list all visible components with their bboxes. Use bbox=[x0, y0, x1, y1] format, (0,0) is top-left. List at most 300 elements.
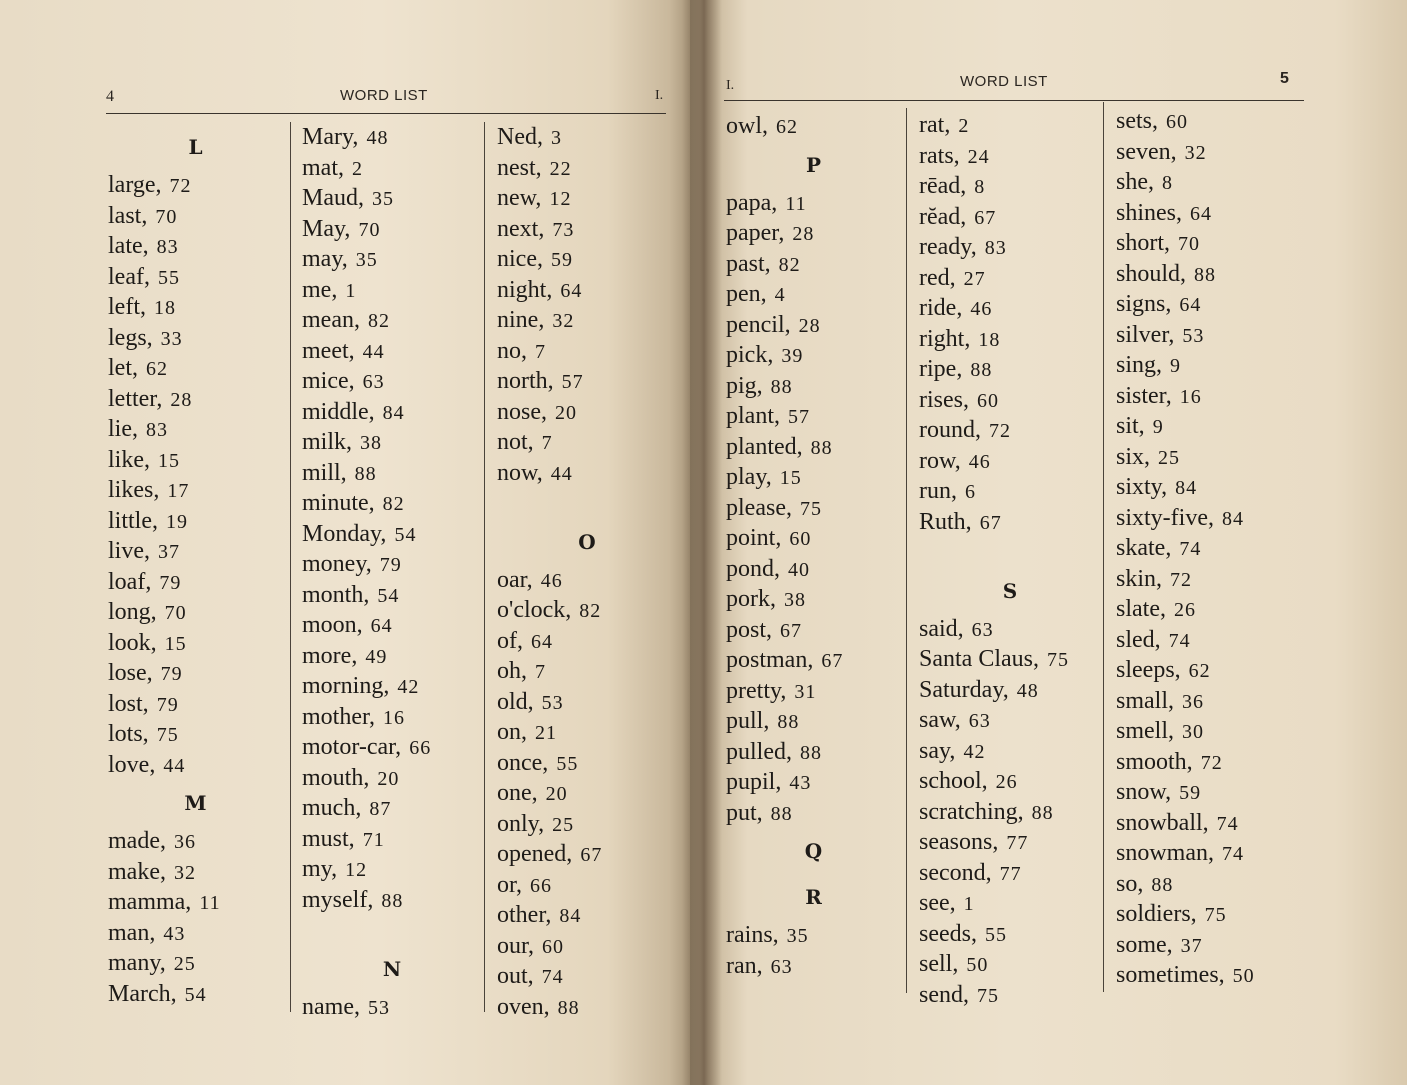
word-entry bbox=[108, 445, 283, 476]
entry-page-number: 67 bbox=[821, 650, 844, 672]
entry-page-number: 11 bbox=[785, 192, 807, 215]
entry-word: sit, bbox=[1116, 413, 1145, 439]
word-entry bbox=[497, 565, 677, 596]
entry-word: Saturday, bbox=[919, 676, 1009, 703]
word-entry bbox=[1116, 869, 1301, 900]
word-entry bbox=[726, 111, 901, 142]
word-entry bbox=[726, 951, 901, 982]
entry-page-number: 46 bbox=[968, 450, 991, 473]
entry-page-number: 66 bbox=[530, 874, 553, 897]
word-entry bbox=[919, 949, 1101, 980]
entry-page-number: 38 bbox=[784, 589, 806, 611]
word-entry bbox=[919, 705, 1101, 736]
word-entry bbox=[919, 263, 1101, 294]
entry-word: ripe, bbox=[919, 356, 963, 382]
entry-word: slate, bbox=[1116, 596, 1166, 622]
word-entry bbox=[302, 610, 482, 641]
entry-word: nest, bbox=[497, 154, 542, 181]
word-entry bbox=[1116, 350, 1301, 381]
entry-page-number: 75 bbox=[977, 984, 999, 1007]
entry-word: smell, bbox=[1116, 718, 1174, 744]
entry-word: say, bbox=[919, 737, 956, 764]
entry-page-number: 44 bbox=[362, 340, 385, 363]
blank-line bbox=[497, 488, 677, 519]
word-entry bbox=[726, 340, 901, 371]
right-page bbox=[690, 0, 1407, 1085]
word-entry bbox=[108, 475, 283, 506]
entry-word: postman, bbox=[726, 647, 814, 673]
entry-word: more, bbox=[302, 642, 358, 669]
entry-page-number: 53 bbox=[1182, 324, 1205, 347]
entry-page-number: 43 bbox=[789, 772, 812, 794]
entry-page-number: 25 bbox=[552, 813, 575, 836]
entry-page-number: 66 bbox=[409, 737, 432, 759]
word-entry bbox=[919, 827, 1101, 858]
entry-page-number: 20 bbox=[545, 783, 568, 805]
word-entry bbox=[108, 658, 283, 689]
entry-page-number: 88 bbox=[354, 462, 377, 485]
entry-word: live, bbox=[108, 538, 150, 564]
word-entry bbox=[726, 401, 901, 432]
entry-word: make, bbox=[108, 858, 166, 885]
word-entry bbox=[302, 854, 482, 885]
entry-word: mouth, bbox=[302, 764, 370, 791]
entry-word: look, bbox=[108, 629, 157, 656]
word-entry bbox=[919, 232, 1101, 263]
entry-page-number: 53 bbox=[541, 691, 564, 714]
entry-word: pick, bbox=[726, 342, 774, 368]
word-entry bbox=[302, 275, 482, 306]
entry-page-number: 88 bbox=[1194, 263, 1217, 286]
entry-page-number: 63 bbox=[362, 371, 385, 393]
entry-page-number: 79 bbox=[379, 554, 402, 576]
entry-page-number: 77 bbox=[1006, 832, 1029, 854]
word-entry bbox=[302, 397, 482, 428]
section-letter: Q bbox=[804, 839, 823, 863]
entry-word: sets, bbox=[1116, 108, 1158, 134]
entry-page-number: 62 bbox=[146, 358, 168, 380]
entry-word: one, bbox=[497, 780, 538, 806]
entry-page-number: 16 bbox=[1179, 385, 1202, 408]
entry-page-number: 82 bbox=[778, 253, 801, 276]
word-entry bbox=[302, 641, 482, 672]
right-page-number: 5 bbox=[1280, 70, 1289, 87]
entry-word: sister, bbox=[1116, 382, 1172, 409]
entry-word: name, bbox=[302, 993, 360, 1020]
word-entry bbox=[302, 122, 482, 153]
word-entry bbox=[497, 153, 677, 184]
entry-word: pen, bbox=[726, 281, 767, 307]
entry-word: pond, bbox=[726, 555, 780, 582]
entry-page-number: 35 bbox=[786, 925, 809, 947]
entry-page-number: 55 bbox=[984, 923, 1007, 946]
entry-word: shines, bbox=[1116, 199, 1182, 226]
entry-page-number: 63 bbox=[968, 710, 991, 732]
word-entry bbox=[1116, 533, 1301, 564]
word-entry bbox=[1116, 259, 1301, 290]
entry-page-number: 1 bbox=[345, 279, 357, 302]
entry-word: only, bbox=[497, 810, 545, 837]
entry-page-number: 63 bbox=[770, 955, 793, 978]
word-entry bbox=[108, 628, 283, 659]
entry-word: milk, bbox=[302, 429, 353, 455]
word-entry bbox=[108, 323, 283, 354]
entry-word: right, bbox=[919, 325, 971, 352]
entry-word: left, bbox=[108, 294, 146, 320]
word-entry bbox=[497, 839, 677, 870]
entry-word: signs, bbox=[1116, 291, 1172, 317]
word-entry bbox=[1116, 411, 1301, 442]
entry-word: should, bbox=[1116, 260, 1187, 287]
word-entry bbox=[302, 153, 482, 184]
word-entry bbox=[302, 366, 482, 397]
entry-word: small, bbox=[1116, 687, 1174, 714]
entry-word: sled, bbox=[1116, 626, 1161, 653]
entry-page-number: 88 bbox=[557, 996, 580, 1019]
entry-word: seven, bbox=[1116, 138, 1177, 165]
entry-word: nose, bbox=[497, 398, 547, 425]
entry-page-number: 37 bbox=[1180, 934, 1203, 957]
entry-page-number: 72 bbox=[1170, 568, 1193, 591]
word-entry bbox=[919, 858, 1101, 889]
entry-page-number: 7 bbox=[541, 432, 553, 454]
word-entry bbox=[108, 826, 283, 857]
entry-word: late, bbox=[108, 233, 149, 259]
word-entry bbox=[108, 231, 283, 262]
entry-word: our, bbox=[497, 932, 535, 959]
entry-page-number: 48 bbox=[366, 127, 389, 149]
word-entry bbox=[1116, 960, 1301, 991]
word-entry bbox=[1116, 320, 1301, 351]
blank-line bbox=[919, 537, 1101, 568]
entry-word: ran, bbox=[726, 952, 763, 979]
entry-page-number: 6 bbox=[965, 481, 976, 503]
entry-word: loaf, bbox=[108, 568, 152, 595]
entry-word: rat, bbox=[919, 112, 951, 138]
entry-page-number: 64 bbox=[370, 615, 393, 637]
word-entry bbox=[919, 415, 1101, 446]
word-entry bbox=[302, 244, 482, 275]
word-entry bbox=[497, 366, 677, 397]
entry-page-number: 30 bbox=[1182, 721, 1204, 743]
entry-word: saw, bbox=[919, 707, 961, 733]
entry-word: row, bbox=[919, 447, 961, 474]
entry-page-number: 55 bbox=[157, 266, 180, 289]
entry-page-number: 64 bbox=[1179, 294, 1202, 316]
entry-word: ride, bbox=[919, 295, 963, 321]
entry-word: let, bbox=[108, 355, 138, 381]
entry-word: said, bbox=[919, 615, 964, 642]
word-entry bbox=[302, 885, 482, 916]
entry-page-number: 18 bbox=[153, 297, 176, 319]
entry-page-number: 60 bbox=[1166, 111, 1188, 133]
left-column-3 bbox=[497, 122, 677, 1022]
word-entry bbox=[302, 549, 482, 580]
entry-page-number: 36 bbox=[1182, 690, 1204, 713]
entry-page-number: 57 bbox=[561, 371, 584, 393]
entry-page-number: 26 bbox=[1173, 599, 1196, 621]
word-entry bbox=[1116, 686, 1301, 717]
entry-page-number: 74 bbox=[1222, 843, 1244, 865]
entry-word: letter, bbox=[108, 385, 163, 412]
entry-page-number: 63 bbox=[971, 618, 994, 641]
word-entry bbox=[1116, 167, 1301, 198]
entry-page-number: 39 bbox=[781, 345, 804, 367]
entry-page-number: 40 bbox=[788, 558, 810, 581]
entry-page-number: 50 bbox=[966, 954, 989, 976]
entry-page-number: 62 bbox=[776, 116, 798, 138]
entry-word: soldiers, bbox=[1116, 901, 1197, 927]
word-entry bbox=[497, 275, 677, 306]
entry-word: meet, bbox=[302, 337, 355, 364]
word-entry bbox=[919, 797, 1101, 828]
entry-word: mat, bbox=[302, 154, 344, 181]
word-entry bbox=[497, 122, 677, 153]
word-entry bbox=[1116, 747, 1301, 778]
entry-page-number: 60 bbox=[789, 528, 812, 550]
entry-page-number: 70 bbox=[164, 602, 187, 624]
word-entry bbox=[108, 353, 283, 384]
entry-page-number: 88 bbox=[810, 436, 833, 459]
entry-word: planted, bbox=[726, 433, 803, 460]
entry-word: rats, bbox=[919, 142, 960, 169]
word-entry bbox=[726, 645, 901, 676]
entry-word: once, bbox=[497, 749, 549, 776]
entry-page-number: 3 bbox=[550, 127, 562, 149]
entry-word: past, bbox=[726, 250, 771, 277]
word-entry bbox=[919, 614, 1101, 645]
entry-word: snowball, bbox=[1116, 809, 1209, 836]
entry-page-number: 32 bbox=[552, 310, 575, 332]
entry-word: nine, bbox=[497, 307, 545, 333]
entry-word: she, bbox=[1116, 169, 1154, 195]
entry-word: pulled, bbox=[726, 738, 792, 765]
entry-page-number: 49 bbox=[365, 645, 388, 668]
entry-word: March, bbox=[108, 980, 177, 1007]
word-entry bbox=[919, 888, 1101, 919]
left-column-1 bbox=[108, 124, 283, 1009]
word-entry bbox=[302, 458, 482, 489]
entry-word: not, bbox=[497, 429, 534, 455]
entry-page-number: 60 bbox=[542, 935, 565, 958]
word-entry bbox=[1116, 930, 1301, 961]
word-entry bbox=[108, 979, 283, 1010]
word-entry bbox=[1116, 198, 1301, 229]
entry-word: lots, bbox=[108, 721, 149, 747]
entry-page-number: 84 bbox=[1221, 507, 1244, 530]
entry-word: many, bbox=[108, 950, 166, 976]
word-entry bbox=[919, 766, 1101, 797]
word-entry bbox=[726, 371, 901, 402]
word-entry bbox=[726, 218, 901, 249]
word-entry bbox=[497, 687, 677, 718]
entry-page-number: 82 bbox=[382, 493, 405, 515]
word-entry bbox=[1116, 655, 1301, 686]
word-entry bbox=[497, 336, 677, 367]
word-entry bbox=[497, 809, 677, 840]
entry-page-number: 42 bbox=[397, 676, 420, 698]
entry-page-number: 54 bbox=[394, 523, 417, 546]
word-entry bbox=[108, 170, 283, 201]
entry-page-number: 73 bbox=[552, 218, 575, 241]
entry-page-number: 8 bbox=[974, 176, 986, 198]
entry-page-number: 50 bbox=[1232, 965, 1255, 987]
word-entry bbox=[497, 870, 677, 901]
word-entry bbox=[108, 414, 283, 445]
entry-word: oh, bbox=[497, 658, 527, 684]
word-entry bbox=[726, 279, 901, 310]
entry-word: myself, bbox=[302, 886, 374, 913]
word-entry bbox=[919, 919, 1101, 950]
left-section-mark: I. bbox=[655, 88, 664, 103]
word-entry bbox=[726, 706, 901, 737]
word-entry bbox=[302, 992, 482, 1023]
entry-page-number: 59 bbox=[1179, 782, 1202, 804]
entry-word: opened, bbox=[497, 841, 573, 867]
word-entry bbox=[726, 615, 901, 646]
word-entry bbox=[1116, 564, 1301, 595]
entry-word: no, bbox=[497, 337, 527, 364]
word-entry bbox=[919, 171, 1101, 202]
entry-page-number: 53 bbox=[367, 996, 390, 1019]
entry-word: put, bbox=[726, 799, 763, 826]
word-entry bbox=[108, 857, 283, 888]
entry-word: like, bbox=[108, 446, 150, 473]
right-column-3 bbox=[1116, 106, 1301, 991]
word-entry bbox=[1116, 716, 1301, 747]
left-running-head: WORD LIST bbox=[340, 87, 428, 104]
entry-page-number: 33 bbox=[160, 327, 183, 350]
entry-word: play, bbox=[726, 464, 772, 490]
entry-page-number: 74 bbox=[1168, 629, 1191, 652]
entry-page-number: 74 bbox=[1216, 812, 1239, 835]
entry-word: snow, bbox=[1116, 779, 1172, 805]
entry-word: large, bbox=[108, 172, 162, 198]
entry-word: snowman, bbox=[1116, 840, 1214, 866]
entry-page-number: 28 bbox=[798, 314, 821, 337]
word-entry bbox=[919, 293, 1101, 324]
entry-word: red, bbox=[919, 264, 956, 291]
entry-page-number: 88 bbox=[770, 802, 793, 825]
entry-word: other, bbox=[497, 902, 552, 928]
word-entry bbox=[302, 488, 482, 519]
entry-page-number: 75 bbox=[1204, 904, 1227, 926]
entry-page-number: 7 bbox=[535, 661, 546, 683]
word-entry bbox=[726, 310, 901, 341]
right-column-divider-1 bbox=[906, 108, 907, 993]
section-letter: L bbox=[188, 135, 203, 159]
entry-word: second, bbox=[919, 859, 992, 886]
entry-word: rises, bbox=[919, 386, 969, 413]
entry-page-number: 18 bbox=[978, 328, 1001, 351]
section-letter: N bbox=[382, 956, 402, 981]
entry-page-number: 15 bbox=[779, 467, 802, 489]
word-entry bbox=[108, 887, 283, 918]
entry-page-number: 64 bbox=[531, 630, 553, 653]
entry-word: papa, bbox=[726, 189, 778, 216]
entry-page-number: 88 bbox=[800, 741, 822, 764]
entry-page-number: 21 bbox=[535, 722, 557, 744]
entry-word: lost, bbox=[108, 690, 149, 717]
entry-word: ready, bbox=[919, 234, 977, 260]
right-header-rule bbox=[724, 100, 1304, 101]
word-entry bbox=[1116, 625, 1301, 656]
entry-page-number: 36 bbox=[173, 831, 196, 853]
word-entry bbox=[497, 778, 677, 809]
word-entry bbox=[919, 385, 1101, 416]
entry-word: night, bbox=[497, 276, 553, 303]
entry-page-number: 37 bbox=[158, 541, 180, 563]
entry-page-number: 32 bbox=[1184, 141, 1207, 164]
entry-page-number: 83 bbox=[984, 237, 1007, 259]
entry-page-number: 79 bbox=[156, 693, 179, 716]
word-entry bbox=[302, 824, 482, 855]
blank-line bbox=[302, 915, 482, 946]
entry-page-number: 15 bbox=[158, 449, 180, 472]
entry-page-number: 25 bbox=[1158, 446, 1181, 469]
entry-page-number: 28 bbox=[792, 223, 815, 245]
entry-page-number: 46 bbox=[970, 298, 993, 320]
word-entry bbox=[726, 798, 901, 829]
word-entry bbox=[726, 493, 901, 524]
entry-word: silver, bbox=[1116, 321, 1175, 348]
entry-page-number: 71 bbox=[362, 828, 385, 851]
left-column-divider-2 bbox=[484, 122, 485, 1012]
entry-page-number: 67 bbox=[974, 206, 997, 229]
word-entry bbox=[108, 597, 283, 628]
section-letter: O bbox=[578, 529, 596, 554]
entry-word: point, bbox=[726, 525, 782, 551]
entry-page-number: 42 bbox=[963, 740, 986, 763]
entry-page-number: 64 bbox=[560, 279, 583, 302]
entry-word: of, bbox=[497, 627, 523, 654]
entry-word: mean, bbox=[302, 307, 360, 333]
word-entry bbox=[302, 793, 482, 824]
entry-page-number: 67 bbox=[979, 511, 1002, 534]
word-entry bbox=[302, 183, 482, 214]
word-entry bbox=[726, 920, 901, 951]
word-entry bbox=[302, 580, 482, 611]
entry-page-number: 2 bbox=[352, 157, 363, 180]
entry-word: sing, bbox=[1116, 352, 1163, 378]
entry-word: oar, bbox=[497, 566, 533, 593]
entry-page-number: 82 bbox=[367, 310, 390, 332]
entry-word: Monday, bbox=[302, 520, 387, 547]
entry-page-number: 70 bbox=[358, 218, 381, 241]
word-entry bbox=[726, 676, 901, 707]
entry-word: May, bbox=[302, 215, 351, 242]
entry-word: Ned, bbox=[497, 124, 543, 150]
word-entry bbox=[302, 336, 482, 367]
entry-word: rĕad, bbox=[919, 203, 967, 230]
word-entry bbox=[919, 675, 1101, 706]
entry-word: lie, bbox=[108, 416, 138, 442]
entry-page-number: 88 bbox=[1151, 873, 1174, 896]
entry-page-number: 9 bbox=[1170, 355, 1182, 377]
entry-page-number: 70 bbox=[155, 205, 178, 228]
word-entry bbox=[497, 244, 677, 275]
entry-page-number: 74 bbox=[1179, 538, 1202, 560]
entry-word: mill, bbox=[302, 459, 347, 486]
entry-page-number: 75 bbox=[1047, 649, 1069, 671]
entry-word: short, bbox=[1116, 230, 1170, 256]
entry-page-number: 83 bbox=[156, 236, 179, 258]
entry-page-number: 70 bbox=[1178, 233, 1200, 255]
entry-word: mother, bbox=[302, 703, 376, 730]
entry-page-number: 77 bbox=[999, 862, 1022, 885]
entry-word: Ruth, bbox=[919, 508, 972, 535]
word-entry bbox=[726, 188, 901, 219]
